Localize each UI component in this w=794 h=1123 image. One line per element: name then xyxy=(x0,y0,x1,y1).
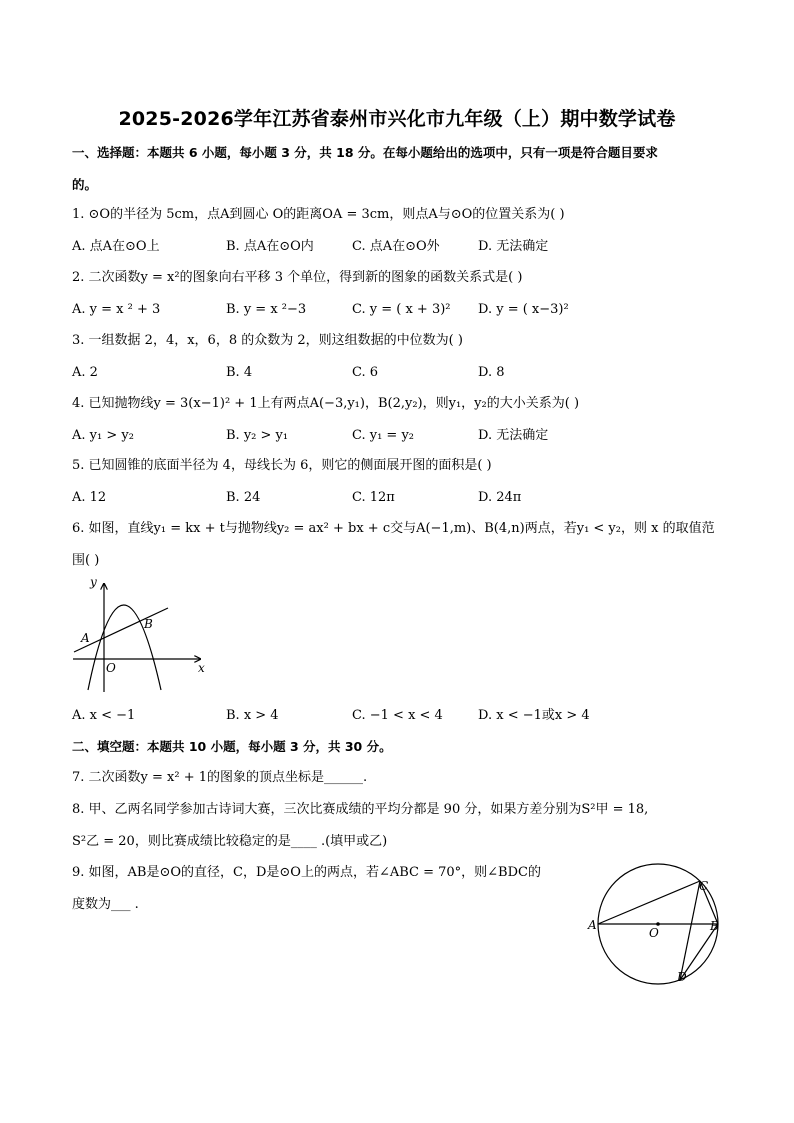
q4-option-a: A. y₁ > y₂ xyxy=(72,428,134,443)
y-axis-label: y xyxy=(90,575,97,589)
q6-option-a: A. x < −1 xyxy=(72,708,136,723)
point-a-label: A xyxy=(588,918,597,932)
parabola-line-figure xyxy=(68,572,218,700)
q5-option-d: D. 24π xyxy=(478,490,522,505)
q4-option-b: B. y₂ > y₁ xyxy=(226,428,289,443)
origin-label: O xyxy=(106,661,116,675)
question-2: 2. 二次函数y = x²的图象向右平移 3 个单位，得到新的图象的函数关系式是( ) xyxy=(72,270,523,285)
q3-option-b: B. 4 xyxy=(226,365,253,380)
q5-option-a: A. 12 xyxy=(72,490,107,505)
q4-option-d: D. 无法确定 xyxy=(478,428,549,443)
x-axis-label: x xyxy=(198,661,205,675)
q1-option-c: C. 点A在⊙O外 xyxy=(352,239,440,254)
q6-option-c: C. −1 < x < 4 xyxy=(352,708,443,723)
q4-option-c: C. y₁ = y₂ xyxy=(352,428,415,443)
q6-option-d: D. x < −1或x > 4 xyxy=(478,708,590,723)
q5-option-c: C. 12π xyxy=(352,490,395,505)
q2-option-b: B. y = x ²−3 xyxy=(226,302,307,317)
q2-option-c: C. y = ( x + 3)² xyxy=(352,302,451,317)
question-9: 9. 如图，AB是⊙O的直径，C，D是⊙O上的两点，若∠ABC = 70°，则∠BDC的 xyxy=(72,865,541,880)
question-4: 4. 已知抛物线y = 3(x−1)² + 1上有两点A(−3,y₁)，B(2,y₂)，则y₁，y₂的大小关系为( ) xyxy=(72,396,580,411)
point-c-label: C xyxy=(699,879,709,893)
chord-ac xyxy=(598,881,700,924)
q2-option-d: D. y = ( x−3)² xyxy=(478,302,569,317)
section1-header-cont: 的。 xyxy=(72,177,98,192)
q3-option-d: D. 8 xyxy=(478,365,505,380)
question-7: 7. 二次函数y = x² + 1的图象的顶点坐标是______. xyxy=(72,770,368,785)
question-8: 8. 甲、乙两名同学参加古诗词大赛，三次比赛成绩的平均分都是 90 分，如果方差分别为S²甲 = 18, xyxy=(72,802,649,817)
q3-option-a: A. 2 xyxy=(72,365,98,380)
q1-option-d: D. 无法确定 xyxy=(478,239,549,254)
q5-option-b: B. 24 xyxy=(226,490,261,505)
point-d-label: D xyxy=(677,970,687,984)
q6-option-b: B. x > 4 xyxy=(226,708,279,723)
section2-header: 二、填空题：本题共 10 小题，每小题 3 分，共 30 分。 xyxy=(72,739,392,754)
question-8-cont: S²乙 = 20，则比赛成绩比较稳定的是____ .(填甲或乙) xyxy=(72,834,388,849)
q3-option-c: C. 6 xyxy=(352,365,379,380)
question-6: 6. 如图，直线y₁ = kx + t与抛物线y₂ = ax² + bx + c交与A(−1,m)、B(4,n)两点，若y₁ < y₂，则 x 的取值范 xyxy=(72,521,715,536)
question-6-cont: 围( ) xyxy=(72,553,100,568)
question-3: 3. 一组数据 2，4，x，6，8 的众数为 2，则这组数据的中位数为( ) xyxy=(72,333,463,348)
center-o-label: O xyxy=(649,926,659,940)
section1-header: 一、选择题：本题共 6 小题，每小题 3 分，共 18 分。在每小题给出的选项中，只有一项是符合题目要求 xyxy=(72,145,658,160)
page-title: 2025-2026学年江苏省泰州市兴化市九年级（上）期中数学试卷 xyxy=(118,108,676,130)
question-5: 5. 已知圆锥的底面半径为 4，母线长为 6，则它的侧面展开图的面积是( ) xyxy=(72,458,492,473)
question-9-cont: 度数为___ . xyxy=(72,897,139,912)
q1-option-b: B. 点A在⊙O内 xyxy=(226,239,314,254)
point-b-label: B xyxy=(710,919,719,933)
q1-option-a: A. 点A在⊙O上 xyxy=(72,239,160,254)
question-1: 1. ⊙O的半径为 5cm，点A到圆心 O的距离OA = 3cm，则点A与⊙O的位置关系为( ) xyxy=(72,207,565,222)
circle-figure xyxy=(585,860,725,990)
point-a-label: A xyxy=(81,631,90,645)
line-y1 xyxy=(74,608,168,652)
q2-option-a: A. y = x ² + 3 xyxy=(72,302,161,317)
point-b-label: B xyxy=(144,617,153,631)
